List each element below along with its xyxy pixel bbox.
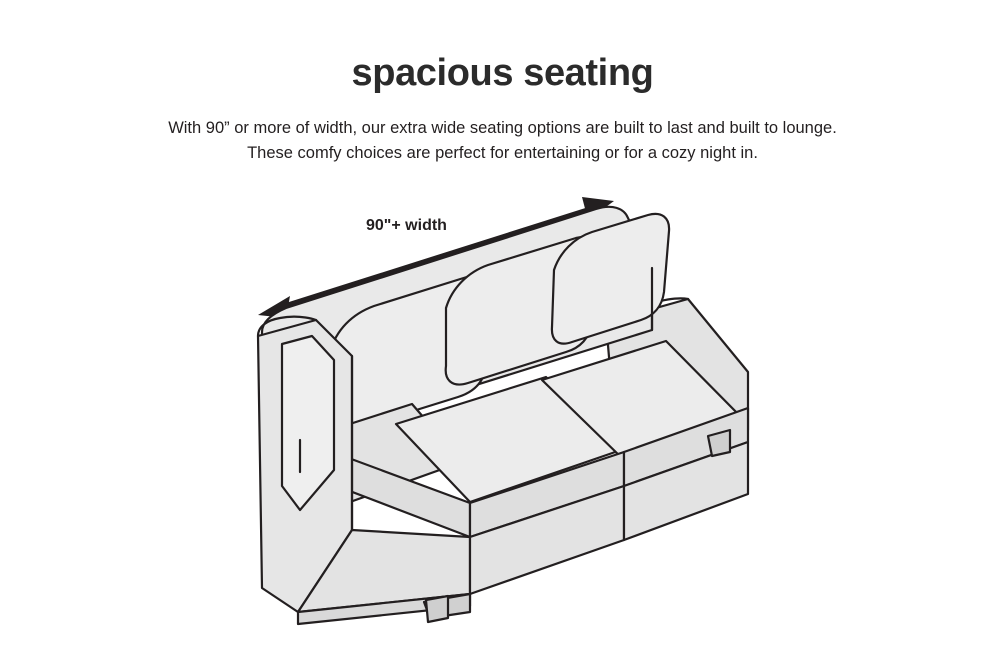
subcopy-line-2: These comfy choices are perfect for entertaining or for a cozy night in. — [247, 144, 758, 162]
dimension-label: 90"+ width — [366, 217, 447, 234]
sofa-body — [258, 207, 748, 624]
page-title: spacious seating — [351, 52, 654, 94]
subcopy-line-1: With 90” or more of width, our extra wide seating options are built to last and built to lounge. — [168, 119, 837, 137]
